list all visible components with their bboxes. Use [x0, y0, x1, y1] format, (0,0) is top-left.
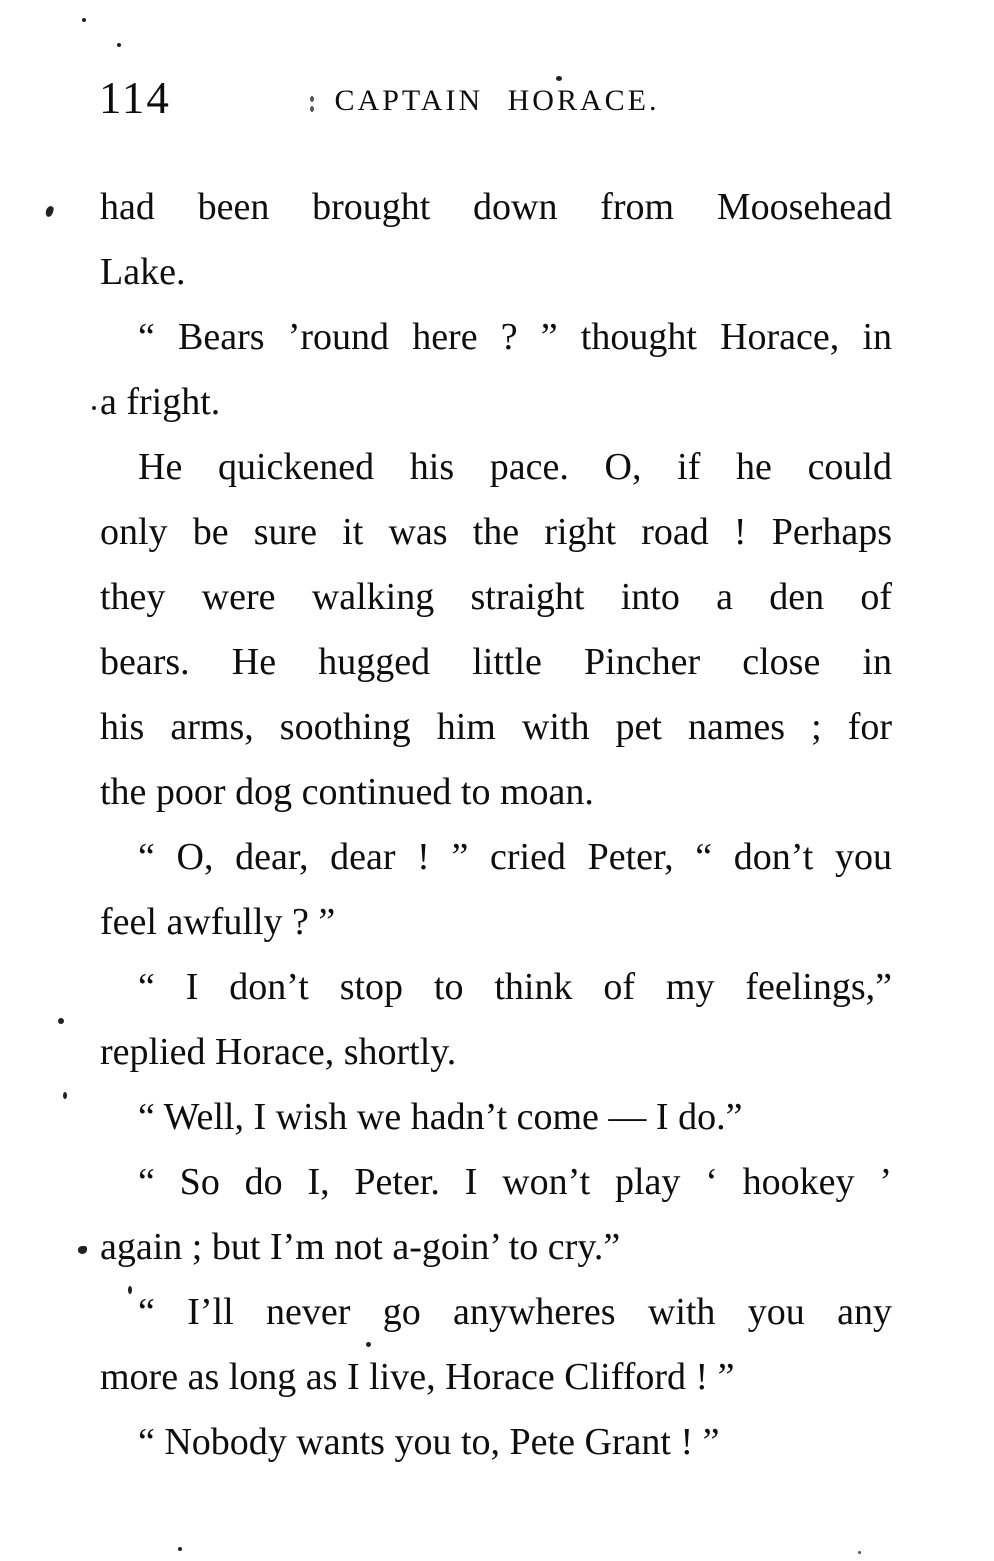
text-line: “ Bears ’round here ? ” thought Horace, in: [138, 316, 892, 358]
text-column: [100, 175, 892, 1475]
text-line: “ O, dear, dear ! ” cried Peter, “ don’t you: [138, 836, 892, 878]
scan-speck: [366, 1342, 371, 1347]
text-line: more as long as I live, Horace Clifford ! ”: [100, 1356, 735, 1398]
text-line: feel awfully ? ”: [100, 901, 336, 943]
scan-speck: [92, 406, 96, 410]
text-line: “ Nobody wants you to, Pete Grant ! ”: [138, 1421, 720, 1463]
scan-speck: [44, 205, 54, 218]
scan-speck: [310, 96, 314, 102]
scan-speck: [858, 1551, 861, 1554]
scan-speck: [128, 1286, 132, 1294]
scan-speck: [178, 1547, 182, 1551]
text-line: his arms, soothing him with pet names ; for: [100, 706, 892, 748]
text-line: Lake.: [100, 251, 186, 293]
text-line: “ Well, I wish we hadn’t come — I do.”: [138, 1096, 743, 1138]
scan-speck: [310, 106, 314, 112]
text-line: “ I don’t stop to think of my feelings,”: [138, 966, 892, 1008]
text-line: replied Horace, shortly.: [100, 1031, 457, 1073]
scan-speck: [556, 76, 562, 81]
text-line: “ So do I, Peter. I won’t play ‘ hookey ’: [138, 1161, 892, 1203]
text-line: He quickened his pace. O, if he could: [138, 446, 892, 488]
text-line: had been brought down from Moosehead: [100, 186, 892, 228]
scan-speck: [82, 18, 86, 22]
text-line: only be sure it was the right road ! Perhaps: [100, 511, 892, 553]
page-number: 114: [99, 73, 171, 123]
scan-speck: [78, 1246, 87, 1254]
text-line: a fright.: [100, 381, 221, 423]
text-line: bears. He hugged little Pincher close in: [100, 641, 892, 683]
text-line: “ I’ll never go anywheres with you any: [138, 1291, 892, 1333]
scan-speck: [63, 1092, 67, 1099]
text-line: they were walking straight into a den of: [100, 576, 892, 618]
scan-speck: [117, 43, 121, 47]
text-line: again ; but I’m not a-goin’ to cry.”: [100, 1226, 621, 1268]
running-title: CAPTAIN HORACE.: [334, 84, 660, 117]
text-line: the poor dog continued to moan.: [100, 771, 594, 813]
scan-speck: [58, 1018, 64, 1024]
